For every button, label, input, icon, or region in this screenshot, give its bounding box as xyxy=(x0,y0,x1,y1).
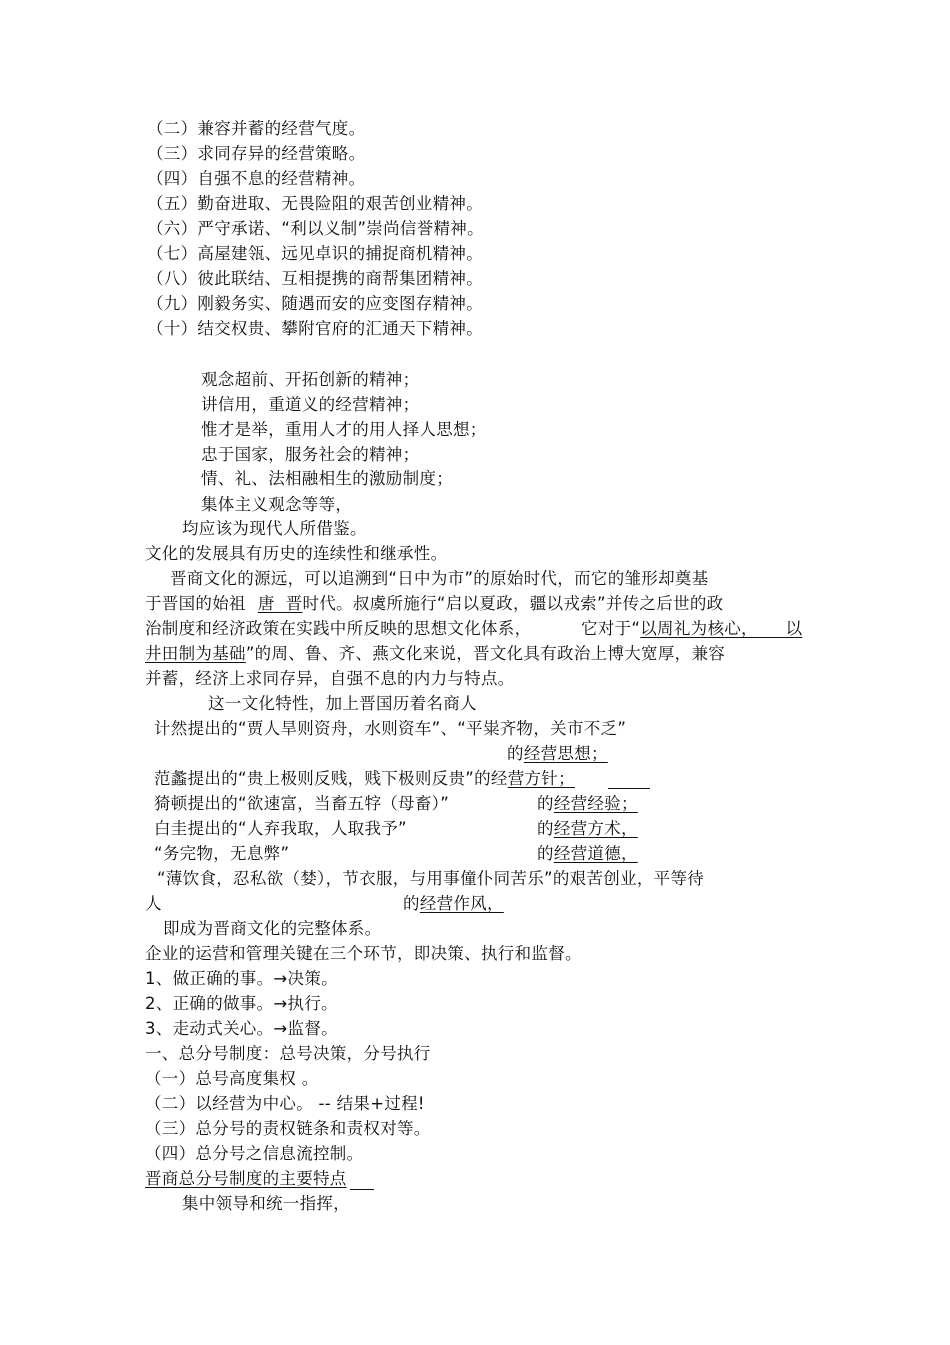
origin-line-3b: 它对于“以周礼为核心， 以 xyxy=(581,619,803,638)
underlined-zhouli: 以周礼为核心， xyxy=(640,619,758,638)
jiran-term: 的经营思想； xyxy=(507,744,608,763)
feature-1: 集中领导和统一指挥， xyxy=(182,1194,350,1213)
baigui-line: 白圭提出的“人弃我取，人取我予” xyxy=(154,819,407,838)
origin-line-5: 并蓄，经济上求同存异，自强不息的内力与特点。 xyxy=(145,669,515,688)
management-step-2: 2、正确的做事。→执行。 xyxy=(145,994,338,1013)
system-item-3: （三）总分号的责权链条和责权对等。 xyxy=(145,1119,431,1138)
wuwanwu-term: 的经营道德， xyxy=(537,844,638,863)
management-step-3: 3、走动式关心。→监督。 xyxy=(145,1019,338,1038)
continuity-sentence: 文化的发展具有历史的连续性和继承性。 xyxy=(145,544,448,563)
fanli-line: 范蠡提出的“贵上极则反贱，贱下极则反贵”的经营方针； xyxy=(154,769,575,788)
bo-term: 的经营作风， xyxy=(403,894,504,913)
bo-line-2: 人 xyxy=(145,894,162,913)
underlined-tang: 唐 xyxy=(257,594,275,613)
jiran-line: 计然提出的“贾人旱则资舟，水则资车”、“平粜齐物，关市不乏” xyxy=(154,719,627,738)
merchants-conclusion: 即成为晋商文化的完整体系。 xyxy=(163,919,382,938)
management-intro: 企业的运营和管理关键在三个环节，即决策、执行和监督。 xyxy=(145,944,582,963)
yidun-term: 的经营经验； xyxy=(537,794,638,813)
merchants-intro: 这一文化特性，加上晋国历着名商人 xyxy=(208,694,477,713)
virtue-line: 情、礼、法相融相生的激励制度； xyxy=(201,469,453,488)
origin-line-2: 于晋国的始祖 唐 晋时代。叔虞所施行“启以夏政，疆以戎索”并传之后世的政 xyxy=(145,594,724,613)
fanli-underline-extension xyxy=(608,788,650,789)
origin-line-1: 晋商文化的源远，可以追溯到“日中为市”的原始时代，而它的雏形却奠基 xyxy=(170,569,709,588)
spirit-item-7: （七）高屋建瓴、远见卓识的捕捉商机精神。 xyxy=(147,244,483,263)
bo-line-1: “薄饮食，忍私欲（婪），节衣服，与用事僮仆同苦乐”的艰苦创业，平等待 xyxy=(157,869,705,888)
spirit-item-9: （九）刚毅务实、随遇而安的应变图存精神。 xyxy=(147,294,483,313)
system-item-4: （四）总分号之信息流控制。 xyxy=(145,1144,364,1163)
origin-line-3: 治制度和经济政策在实践中所反映的思想文化体系， xyxy=(145,619,532,638)
virtue-line: 讲信用，重道义的经营精神； xyxy=(201,395,420,414)
virtue-line: 观念超前、开拓创新的精神； xyxy=(201,370,420,389)
origin-line-4: 井田制为基础”的周、鲁、齐、燕文化来说，晋文化具有政治上博大宽厚，兼容 xyxy=(145,644,726,663)
underlined-jingtian: 井田制为基础 xyxy=(145,644,246,663)
spirit-item-3: （三）求同存异的经营策略。 xyxy=(147,144,366,163)
virtue-line: 忠于国家，服务社会的精神； xyxy=(201,445,420,464)
spirit-item-10: （十）结交权贵、攀附官府的汇通天下精神。 xyxy=(147,319,483,338)
virtues-conclusion: 均应该为现代人所借鉴。 xyxy=(182,519,367,538)
system-item-1: （一）总号高度集权 。 xyxy=(145,1069,319,1088)
spirit-item-8: （八）彼此联结、互相提携的商帮集团精神。 xyxy=(147,269,483,288)
virtue-line: 集体主义观念等等， xyxy=(201,495,353,514)
spirit-item-2: （二）兼容并蓄的经营气度。 xyxy=(147,119,366,138)
spirit-item-6: （六）严守承诺、“利以义制”崇尚信誉精神。 xyxy=(147,219,484,238)
system-item-2: （二）以经营为中心。 -- 结果+过程! xyxy=(145,1094,425,1113)
features-heading-underline-extension xyxy=(350,1189,374,1190)
baigui-term: 的经营方术， xyxy=(537,819,638,838)
yidun-line: 猗顿提出的“欲速富，当畜五牸（母畜）” xyxy=(154,794,450,813)
virtue-line: 惟才是举，重用人才的用人择人思想； xyxy=(201,420,487,439)
management-step-1: 1、做正确的事。→决策。 xyxy=(145,969,338,988)
wuwanwu-line: “务完物，无息弊” xyxy=(154,844,290,863)
features-heading: 晋商总分号制度的主要特点 xyxy=(145,1169,347,1188)
spirit-item-5: （五）勤奋进取、无畏险阻的艰苦创业精神。 xyxy=(147,194,483,213)
system-title: 一、总分号制度：总号决策，分号执行 xyxy=(145,1044,431,1063)
underlined-jin: 晋 xyxy=(285,594,303,613)
spirit-item-4: （四）自强不息的经营精神。 xyxy=(147,169,366,188)
